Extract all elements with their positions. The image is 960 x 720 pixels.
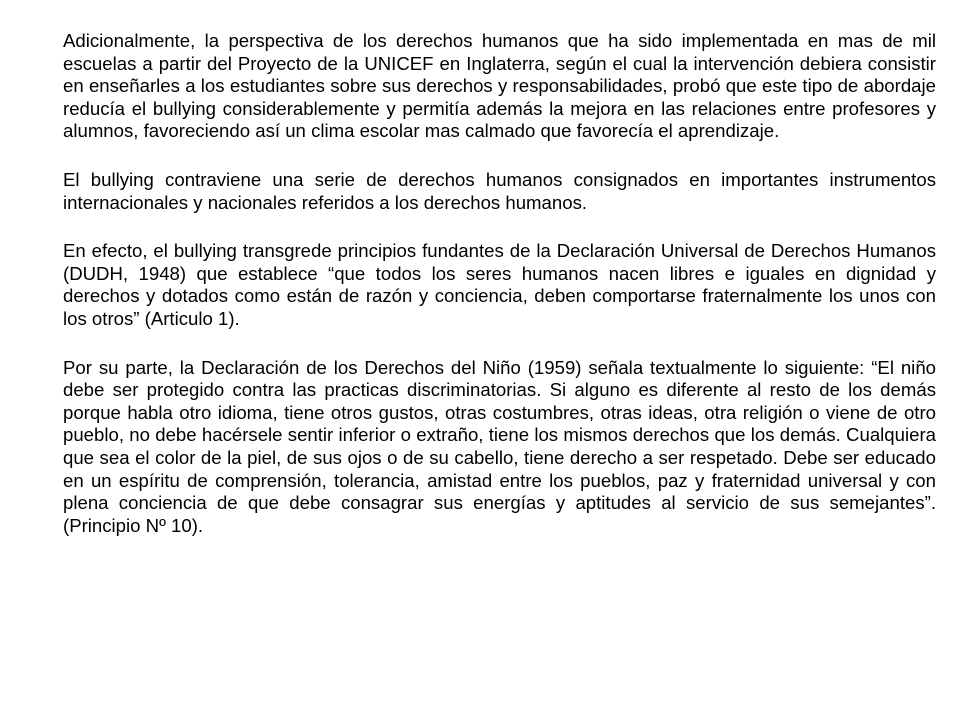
paragraph-child-rights-declaration: Por su parte, la Declaración de los Derechos del Niño (1959) señala textualmente lo siguiente: “El niño debe ser protegido contra las practicas discriminatorias. Si alguno es diferente al resto de los demás porque habla otro idioma, tiene otros gustos, otras costumbres, otras ideas, otra religión o viene de otro pueblo, no debe hacérsele sentir inferior o extraño, tiene los mismos derechos que los demás. Cualquiera que sea el color de la piel, de sus ojos o de su cabello, tiene derecho a ser respetado. Debe ser educado en un espíritu de comprensión, tolerancia, amistad entre los pueblos, paz y fraternidad universal y con plena conciencia de que debe consagrar sus energías y aptitudes al servicio de sus semejantes”. (Principio Nº 10). bbox=[63, 356, 936, 536]
paragraph-bullying-rights: El bullying contraviene una serie de derechos humanos consignados en importantes instrumentos internacionales y nacionales referidos a los derechos humanos. bbox=[63, 168, 936, 213]
slide-body bbox=[63, 30, 936, 563]
paragraph-dudh: En efecto, el bullying transgrede principios fundantes de la Declaración Universal de Derechos Humanos (DUDH, 1948) que establece “que todos los seres humanos nacen libres e iguales en dignidad y derechos y dotados como están de razón y conciencia, deben comportarse fraternalmente los unos con los otros” (Articulo 1). bbox=[63, 240, 936, 329]
paragraph-unicef-project: Adicionalmente, la perspectiva de los derechos humanos que ha sido implementada en mas de mil escuelas a partir del Proyecto de la UNICEF en Inglaterra, según el cual la intervención debiera consistir en enseñarles a los estudiantes sobre sus derechos y responsabilidades, probó que este tipo de abordaje reducía el bullying considerablemente y permitía además la mejora en las relaciones entre profesores y alumnos, favoreciendo así un clima escolar mas calmado que favorecía el aprendizaje. bbox=[63, 30, 936, 142]
